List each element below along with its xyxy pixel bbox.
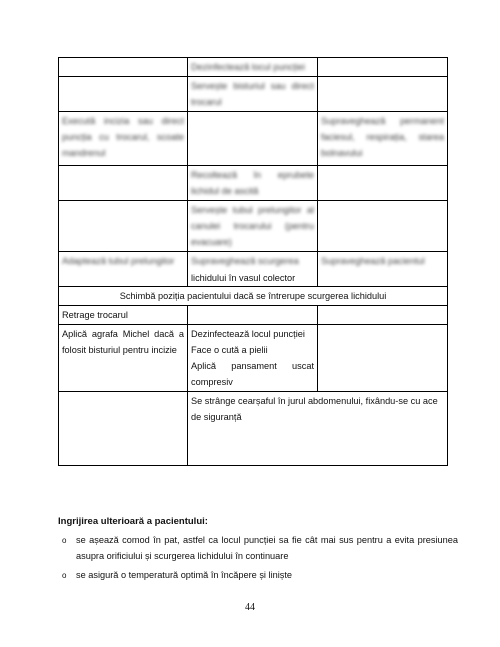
table-cell	[188, 306, 318, 325]
table-cell	[59, 77, 188, 112]
aftercare-section	[58, 516, 458, 588]
table-row	[59, 252, 448, 287]
table-row	[59, 166, 448, 201]
table-cell	[188, 112, 318, 166]
list-item-text: se asigură o temperatură optimă în încăpere și liniște	[76, 570, 293, 580]
table-cell: Aplică agrafa Michel dacă a folosit bisturiul pentru incizie	[59, 325, 188, 392]
table-cell: Retrage trocarul	[59, 306, 188, 325]
table-cell	[188, 252, 318, 287]
cell-line: Face o cută a pielii	[191, 345, 268, 355]
table-cell	[59, 58, 188, 77]
table-cell	[318, 166, 448, 201]
table-cell: Recoltează în eprubete lichidul de ascită	[188, 166, 318, 201]
aftercare-list	[58, 533, 458, 584]
table-cell	[318, 201, 448, 252]
procedure-table	[58, 57, 448, 466]
table-cell: Execută incizia sau direct puncția cu trocarul, scoate mandrenul	[59, 112, 188, 166]
list-item-text: se așează comod în pat, astfel ca locul puncției sa fie cât mai sus pentru a evita presiunea asupra orificiului și scurgerea lichidului în continuare	[76, 535, 458, 561]
table-row	[59, 306, 448, 325]
table-cell-span: Se strânge cearșaful în jurul abdomenului, fixându-se cu ace de siguranță	[188, 392, 448, 466]
table-cell: Servește bisturiul sau direct trocarul	[188, 77, 318, 112]
table-cell	[59, 201, 188, 252]
cell-line-blurred: Supraveghează scurgerea	[191, 256, 299, 266]
table-row	[59, 112, 448, 166]
table-cell	[318, 325, 448, 392]
bullet-icon: o	[62, 536, 67, 545]
table-row	[59, 325, 448, 392]
table-cell	[59, 392, 188, 466]
table-row	[59, 201, 448, 252]
table-cell	[318, 77, 448, 112]
table-row	[59, 77, 448, 112]
table-cell	[188, 325, 318, 392]
table-cell: Servește tubul prelungitor al canulei trocarului (pentru evacuare)	[188, 201, 318, 252]
section-heading: Ingrijirea ulterioară a pacientului:	[58, 516, 208, 527]
table-cell: Supraveghează permanent faciesul, respirația, starea bolnavului	[318, 112, 448, 166]
table-cell-span: Schimbă poziția pacientului dacă se întrerupe scurgerea lichidului	[59, 287, 448, 306]
table-cell	[59, 166, 188, 201]
table-cell	[318, 306, 448, 325]
bullet-icon: o	[62, 571, 67, 580]
page-number: 44	[245, 602, 255, 613]
table-cell: Supraveghează pacientul	[318, 252, 448, 287]
table-row	[59, 58, 448, 77]
list-item	[58, 568, 458, 584]
cell-line: Aplică pansament uscat compresiv	[191, 361, 314, 387]
table-cell: Dezinfectează locul puncției	[188, 58, 318, 77]
table-cell: Adaptează tubul prelungitor	[59, 252, 188, 287]
list-item	[58, 533, 458, 564]
table-row	[59, 392, 448, 466]
cell-line: lichidului în vasul colector	[191, 273, 296, 283]
table-cell	[318, 58, 448, 77]
cell-line: Dezinfectează locul puncției	[191, 329, 305, 339]
table-row	[59, 287, 448, 306]
